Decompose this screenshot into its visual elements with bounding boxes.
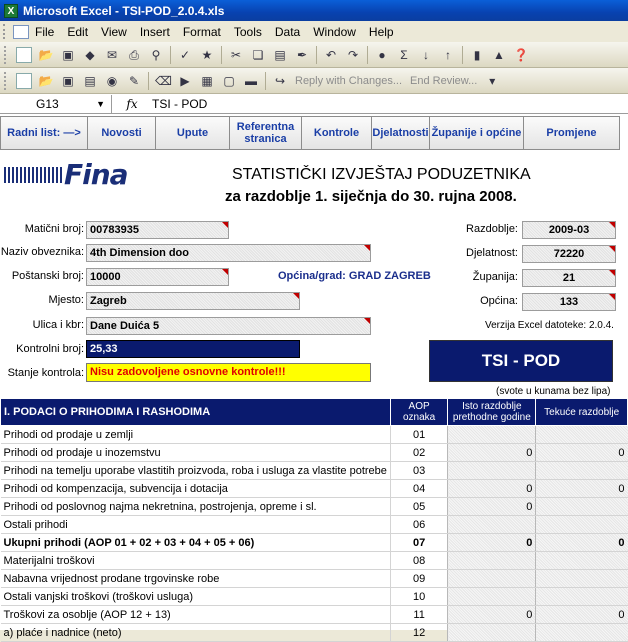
- end-review-button[interactable]: End Review...: [410, 74, 478, 87]
- section-header: I. PODACI O PRIHODIMA I RASHODIMA: [1, 399, 391, 426]
- chevron-down-icon[interactable]: ▼: [96, 98, 105, 109]
- tsi-pod-button[interactable]: TSI - POD: [429, 340, 613, 382]
- reply-with-changes-button[interactable]: Reply with Changes...: [295, 74, 402, 87]
- undo-icon[interactable]: ↶: [325, 47, 337, 62]
- djelatnost-label: Djelatnost:: [466, 247, 518, 259]
- row-aop: 04: [390, 480, 447, 498]
- row-aop: 10: [390, 588, 447, 606]
- row-curr-value[interactable]: [536, 570, 628, 588]
- row-prev-value[interactable]: [448, 426, 536, 444]
- row-prev-value[interactable]: [448, 588, 536, 606]
- table-row: [1, 588, 628, 606]
- version-text: Verzija Excel datoteke: 2.0.4.: [485, 320, 614, 331]
- toolbar-options-icon[interactable]: ▾: [489, 73, 496, 88]
- ulica-label: Ulica i kbr:: [32, 319, 84, 331]
- mjesto-label: Mjesto:: [48, 294, 84, 306]
- nav-promjene[interactable]: Promjene: [523, 116, 620, 150]
- reply-icon[interactable]: ↪: [274, 73, 286, 88]
- nav-radni-list: Radni list: —>: [0, 116, 87, 150]
- new-comment-icon[interactable]: [16, 73, 32, 89]
- row-aop: 06: [390, 516, 447, 534]
- row-aop: 03: [390, 462, 447, 480]
- redo-icon[interactable]: ↷: [347, 47, 359, 62]
- row-curr-value[interactable]: 0: [536, 444, 628, 462]
- toolbar-grip: [3, 24, 9, 39]
- toolbar-separator: [462, 46, 463, 64]
- menu-format[interactable]: Format: [182, 24, 221, 39]
- toolbar-separator: [221, 46, 222, 64]
- sheet-navigation: [0, 116, 620, 150]
- page-title: STATISTIČKI IZVJEŠTAJ PODUZETNIKA: [232, 166, 531, 183]
- toolbar-grip: [4, 46, 10, 64]
- toolbar-grip: [4, 72, 10, 90]
- row-aop: 09: [390, 570, 447, 588]
- row-aop: 05: [390, 498, 447, 516]
- stanje-status: Nisu zadovoljene osnovne kontrole!!!: [86, 363, 371, 382]
- open-icon[interactable]: 📂: [38, 47, 54, 62]
- save-icon[interactable]: ▣: [62, 47, 74, 62]
- row-aop: 07: [390, 534, 447, 552]
- chart-wizard-icon[interactable]: ▮: [473, 47, 481, 62]
- logo-text: Fina: [64, 158, 128, 191]
- nav-kontrole[interactable]: Kontrole: [301, 116, 371, 150]
- mjesto-field[interactable]: Zagreb: [86, 292, 300, 310]
- menu-file[interactable]: File: [35, 24, 55, 39]
- paste-icon[interactable]: ▤: [274, 47, 286, 62]
- row-prev-value[interactable]: 0: [448, 534, 536, 552]
- standard-toolbar: [0, 42, 628, 68]
- col-curr-header: Tekuće razdoblje: [536, 399, 628, 426]
- table-row: [1, 624, 628, 642]
- row-label: Materijalni troškovi: [1, 552, 391, 570]
- postanski-field[interactable]: 10000: [86, 268, 229, 286]
- formula-bar: [0, 94, 628, 114]
- opcina-field[interactable]: 133: [522, 293, 616, 311]
- fina-logo: [4, 158, 128, 191]
- row-prev-value[interactable]: [448, 570, 536, 588]
- opcina-label: Općina:: [480, 295, 518, 307]
- row-label: Prihodi od kompenzacija, subvencija i dotacija: [1, 480, 391, 498]
- show-comment-icon[interactable]: ▣: [62, 73, 74, 88]
- name-box[interactable]: G13 ▼: [0, 95, 112, 113]
- nav-zupanije[interactable]: Županije i općine: [429, 116, 523, 150]
- table-row: [1, 480, 628, 498]
- row-aop: 11: [390, 606, 447, 624]
- cut-icon[interactable]: ✂: [230, 47, 242, 62]
- table-body: [1, 426, 628, 642]
- sort-ascending-icon[interactable]: ↓: [423, 47, 429, 62]
- row-label: Prihodi na temelju uporabe vlastitih proizvoda, roba i usluga za vlastite potrebe: [1, 462, 391, 480]
- table-row: [1, 606, 628, 624]
- toolbar-separator: [367, 46, 368, 64]
- row-prev-value[interactable]: 0: [448, 444, 536, 462]
- menu-data[interactable]: Data: [274, 24, 301, 39]
- sort-descending-icon[interactable]: ↑: [445, 47, 451, 62]
- function-icon[interactable]: fx: [126, 96, 138, 111]
- document-icon[interactable]: [13, 25, 29, 39]
- email-icon[interactable]: ✉: [106, 47, 118, 62]
- toolbar-separator: [316, 46, 317, 64]
- col-prev-header: Isto razdoblje prethodne godine: [448, 399, 536, 426]
- menu-window[interactable]: Window: [313, 24, 356, 39]
- row-curr-value[interactable]: 0: [536, 606, 628, 624]
- autosum-icon[interactable]: Σ: [400, 47, 408, 62]
- copy-icon[interactable]: ❏: [252, 47, 264, 62]
- table-row: [1, 462, 628, 480]
- nav-upute[interactable]: Upute: [155, 116, 229, 150]
- table-row: [1, 498, 628, 516]
- zupanija-field[interactable]: 21: [522, 269, 616, 287]
- row-curr-value[interactable]: 0: [536, 534, 628, 552]
- row-label: Troškovi za osoblje (AOP 12 + 13): [1, 606, 391, 624]
- row-prev-value[interactable]: [448, 552, 536, 570]
- kontrolni-label: Kontrolni broj:: [16, 343, 84, 355]
- row-label: Prihodi od prodaje u inozemstvu: [1, 444, 391, 462]
- period-title: za razdoblje 1. siječnja do 30. rujna 2008.: [225, 188, 517, 205]
- folder-icon[interactable]: 📂: [38, 73, 54, 88]
- row-aop: 02: [390, 444, 447, 462]
- spelling-icon[interactable]: ✓: [179, 47, 191, 62]
- row-label: Nabavna vrijednost prodane trgovinske robe: [1, 570, 391, 588]
- kontrolni-field: 25,33: [86, 340, 300, 358]
- delete-comment-icon[interactable]: ⌫: [155, 73, 172, 88]
- razdoblje-field[interactable]: 2009-03: [522, 221, 616, 239]
- row-label: Prihodi od prodaje u zemlji: [1, 426, 391, 444]
- nav-djelatnosti[interactable]: Djelatnosti: [371, 116, 429, 150]
- print-preview-icon[interactable]: ⚲: [151, 47, 161, 62]
- row-prev-value[interactable]: 0: [448, 480, 536, 498]
- reject-change-icon[interactable]: ▬: [245, 73, 257, 88]
- row-prev-value[interactable]: [448, 516, 536, 534]
- row-label: Ostali prihodi: [1, 516, 391, 534]
- format-painter-icon[interactable]: ✒: [296, 47, 308, 62]
- table-row: [1, 534, 628, 552]
- ulica-field[interactable]: Dane Duića 5: [86, 317, 371, 335]
- row-aop: 08: [390, 552, 447, 570]
- menu-insert[interactable]: Insert: [139, 24, 170, 39]
- row-prev-value[interactable]: 0: [448, 606, 536, 624]
- permission-icon[interactable]: ◆: [85, 47, 95, 62]
- row-curr-value[interactable]: [536, 552, 628, 570]
- row-curr-value[interactable]: [536, 498, 628, 516]
- maticni-field[interactable]: 00783935: [86, 221, 229, 239]
- table-row: [1, 444, 628, 462]
- djelatnost-field[interactable]: 72220: [522, 245, 616, 263]
- hyperlink-icon[interactable]: ●: [378, 47, 386, 62]
- postanski-label: Poštanski broj:: [11, 270, 84, 282]
- drawing-icon[interactable]: ▲: [493, 47, 505, 62]
- naziv-label: Naziv obveznika:: [0, 246, 84, 258]
- title-bar: [0, 0, 628, 21]
- toolbar-separator: [170, 46, 171, 64]
- row-prev-value[interactable]: 0: [448, 498, 536, 516]
- research-icon[interactable]: ★: [201, 47, 213, 62]
- menu-edit[interactable]: Edit: [67, 24, 89, 39]
- excel-icon: X: [4, 4, 18, 18]
- maticni-label: Matični broj:: [24, 223, 84, 235]
- row-curr-value[interactable]: [536, 516, 628, 534]
- razdoblje-label: Razdoblje:: [466, 223, 518, 235]
- menu-bar: [0, 21, 628, 42]
- worksheet: [0, 114, 628, 639]
- row-curr-value[interactable]: 0: [536, 480, 628, 498]
- row-label: a) plaće i nadnice (neto): [1, 624, 391, 642]
- row-aop: 01: [390, 426, 447, 444]
- col-aop-header: AOP oznaka: [390, 399, 447, 426]
- menu-help[interactable]: Help: [368, 24, 394, 39]
- ink-icon[interactable]: ✎: [128, 73, 140, 88]
- income-table: [0, 398, 628, 642]
- help-icon[interactable]: ❓: [513, 47, 529, 62]
- stanje-label: Stanje kontrola:: [7, 367, 84, 379]
- row-prev-value[interactable]: [448, 624, 536, 642]
- track-changes-icon[interactable]: ▶: [180, 73, 190, 88]
- table-row: [1, 516, 628, 534]
- nav-referentna-stranica[interactable]: Referentna stranica: [229, 116, 301, 150]
- show-all-comments-icon[interactable]: ▤: [84, 73, 96, 88]
- reviewing-pane-icon[interactable]: ▦: [201, 73, 213, 88]
- table-row: [1, 426, 628, 444]
- window-title: Microsoft Excel - TSI-POD_2.0.4.xls: [23, 3, 225, 18]
- print-icon[interactable]: ⎙: [129, 47, 139, 62]
- zupanija-label: Županija:: [472, 271, 518, 283]
- new-icon[interactable]: [16, 47, 32, 63]
- accept-change-icon[interactable]: ▢: [223, 73, 235, 88]
- row-label: Ukupni prihodi (AOP 01 + 02 + 03 + 04 + 05 + 06): [1, 534, 391, 552]
- menu-tools[interactable]: Tools: [233, 24, 262, 39]
- formula-input[interactable]: TSI - POD: [152, 96, 208, 111]
- row-label: Prihodi od poslovnog najma nekretnina, postrojenja, opreme i sl.: [1, 498, 391, 516]
- highlight-icon[interactable]: ◉: [106, 73, 118, 88]
- toolbar-separator: [148, 72, 149, 90]
- toolbar-separator: [265, 72, 266, 90]
- row-aop: 12: [390, 624, 447, 642]
- row-prev-value[interactable]: [448, 462, 536, 480]
- row-curr-value[interactable]: [536, 588, 628, 606]
- row-label: Ostali vanjski troškovi (troškovi usluga): [1, 588, 391, 606]
- naziv-field[interactable]: 4th Dimension doo: [86, 244, 371, 262]
- row-curr-value[interactable]: [536, 462, 628, 480]
- table-row: [1, 552, 628, 570]
- reviewing-toolbar: [0, 68, 628, 94]
- menu-view[interactable]: View: [101, 24, 127, 39]
- table-row: [1, 570, 628, 588]
- currency-note: (svote u kunama bez lipa): [496, 386, 611, 397]
- row-curr-value[interactable]: [536, 624, 628, 642]
- row-curr-value[interactable]: [536, 426, 628, 444]
- opcina-grad-text: Općina/grad: GRAD ZAGREB: [278, 270, 431, 282]
- nav-novosti[interactable]: Novosti: [87, 116, 155, 150]
